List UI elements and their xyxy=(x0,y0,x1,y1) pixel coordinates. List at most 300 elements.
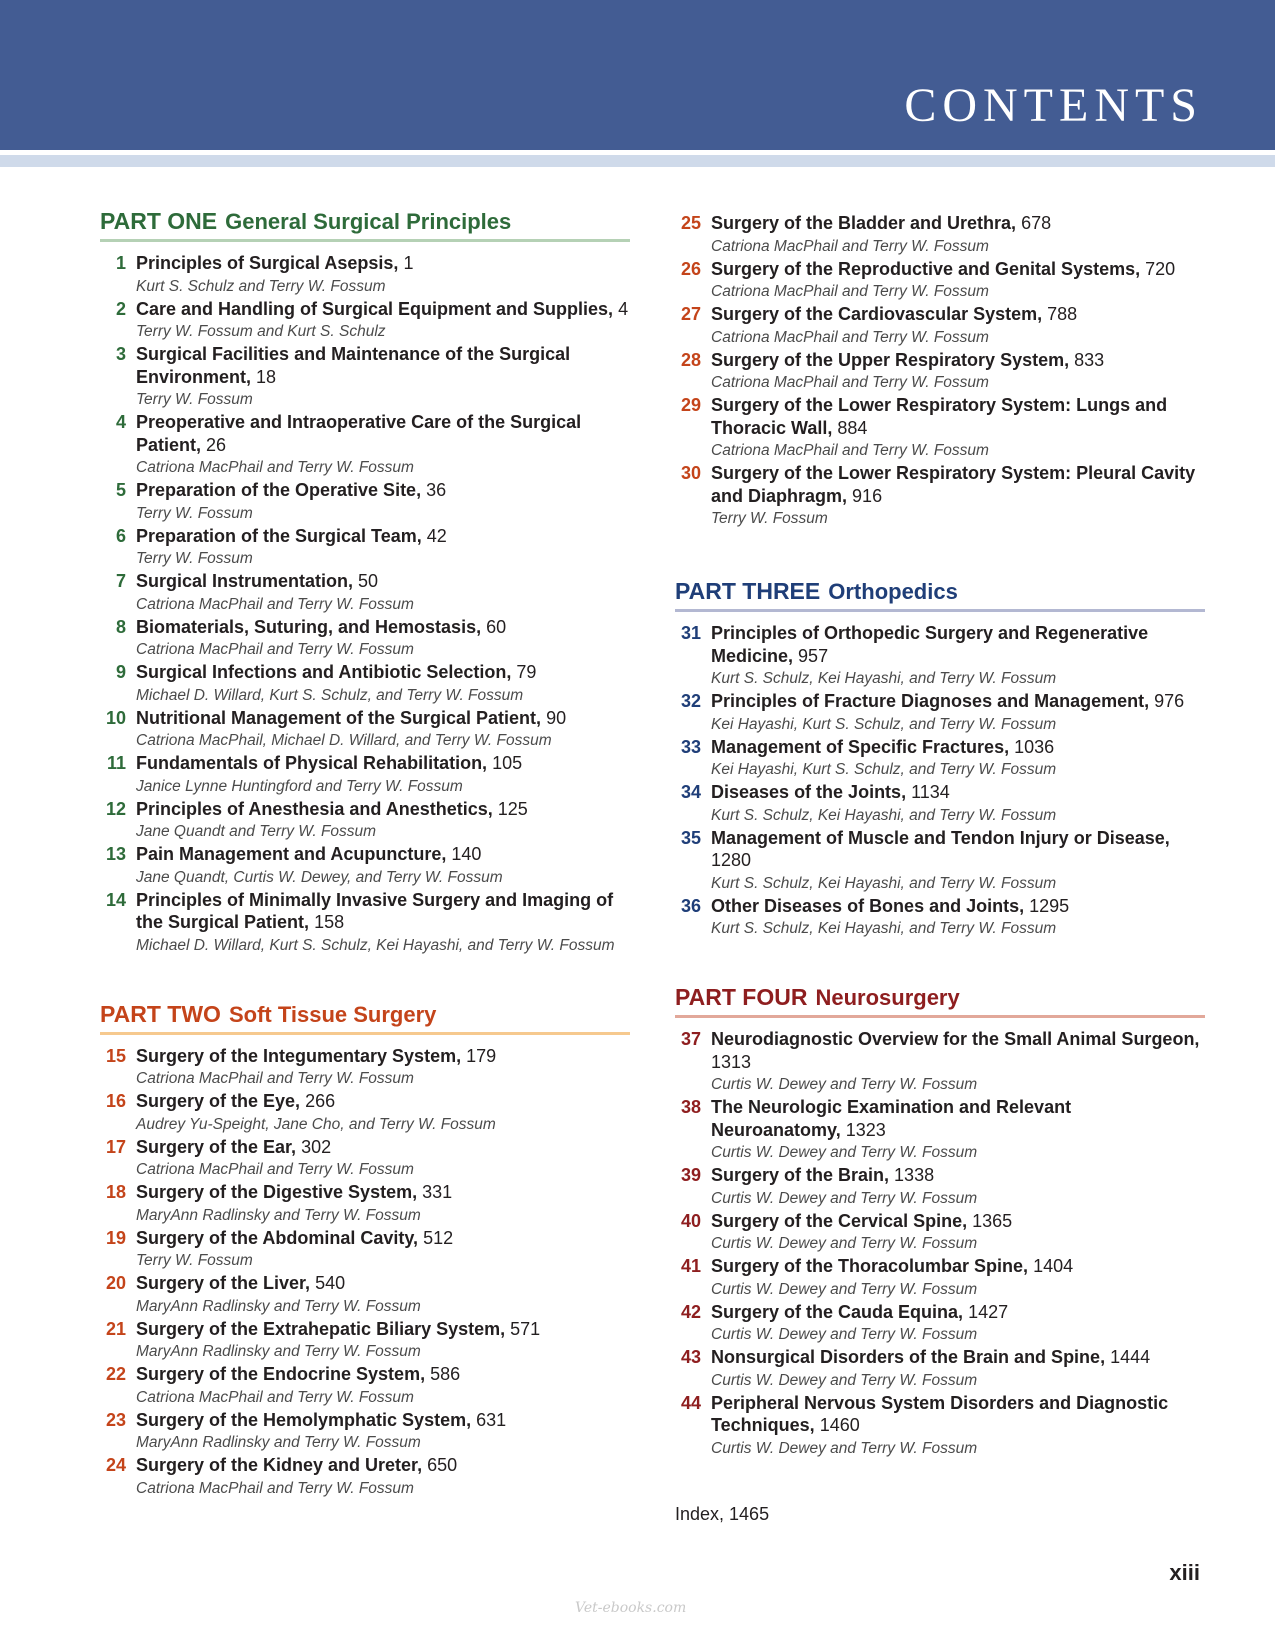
chapter-title-line xyxy=(136,1181,630,1204)
toc-entry[interactable] xyxy=(100,343,630,411)
chapter-title: Peripheral Nervous System Disorders and Diagnostic Techniques, xyxy=(711,1392,1169,1435)
toc-entry[interactable] xyxy=(675,781,1205,827)
chapter-number: 25 xyxy=(680,213,701,233)
chapter-title-line xyxy=(711,1392,1205,1437)
chapter-body xyxy=(126,525,630,571)
chapter-title: Biomaterials, Suturing, and Hemostasis, xyxy=(136,616,482,637)
page-number: xiii xyxy=(1169,1560,1200,1585)
toc-entry[interactable] xyxy=(675,622,1205,690)
chapter-page: 1313 xyxy=(711,1051,752,1072)
chapter-authors: Kei Hayashi, Kurt S. Schulz, and Terry W. Fossum xyxy=(711,761,1057,778)
chapter-authors: Kurt S. Schulz, Kei Hayashi, and Terry W. Fossum xyxy=(711,874,1057,892)
chapter-title-line xyxy=(136,298,630,321)
part-name: Neurosurgery xyxy=(815,985,960,1010)
chapter-title-line xyxy=(136,661,630,684)
chapter-number: 18 xyxy=(105,1182,126,1202)
chapter-page: 650 xyxy=(427,1455,458,1475)
chapter-number: 22 xyxy=(105,1364,126,1384)
chapter-body xyxy=(701,212,1205,258)
toc-entry[interactable] xyxy=(100,1272,630,1318)
chapter-authors: Catriona MacPhail and Terry W. Fossum xyxy=(711,374,989,391)
chapter-page: 26 xyxy=(206,434,227,455)
chapter-title-line xyxy=(136,570,630,593)
toc-entry[interactable] xyxy=(100,1136,630,1182)
chapter-number: 28 xyxy=(680,349,701,370)
chapter-page: 42 xyxy=(426,525,447,546)
chapter-body xyxy=(701,1210,1205,1256)
chapter-title-line xyxy=(711,462,1205,507)
chapter-page: 179 xyxy=(466,1045,497,1066)
chapter-number: 26 xyxy=(680,258,701,279)
chapter-number: 3 xyxy=(115,344,126,364)
chapter-title: Surgery of the Kidney and Ureter, xyxy=(136,1455,423,1475)
chapter-page: 571 xyxy=(510,1318,541,1339)
chapter-number: 30 xyxy=(680,463,701,483)
chapter-authors: Curtis W. Dewey and Terry W. Fossum xyxy=(711,1326,978,1343)
chapter-body xyxy=(701,1301,1205,1347)
chapter-title-line xyxy=(711,349,1205,372)
chapter-authors: Michael D. Willard, Kurt S. Schulz, and Terry W. Fossum xyxy=(136,686,524,704)
toc-entry[interactable] xyxy=(675,303,1205,349)
chapter-title-line xyxy=(711,1210,1205,1233)
chapter-number: 29 xyxy=(680,395,701,415)
chapter-title-line xyxy=(711,303,1205,326)
chapter-title-line xyxy=(136,707,630,730)
chapter-title-line xyxy=(136,1454,630,1477)
chapter-number: 8 xyxy=(115,616,126,637)
toc-entry[interactable] xyxy=(675,1096,1205,1164)
toc-entry[interactable] xyxy=(675,1028,1205,1096)
toc-entry[interactable] xyxy=(675,1164,1205,1210)
chapter-title: Principles of Fracture Diagnoses and Management, xyxy=(711,691,1150,711)
chapter-title-line xyxy=(711,781,1205,804)
part-label: PART THREE xyxy=(675,578,821,604)
chapter-authors: Catriona MacPhail and Terry W. Fossum xyxy=(136,641,414,658)
chapter-number: 33 xyxy=(680,736,701,757)
chapter-authors: Terry W. Fossum xyxy=(136,1252,253,1269)
toc-entry[interactable] xyxy=(100,1409,630,1455)
chapter-title-line xyxy=(711,1028,1205,1073)
chapter-authors: Curtis W. Dewey and Terry W. Fossum xyxy=(711,1371,978,1389)
toc-entry[interactable] xyxy=(100,798,630,844)
chapter-body xyxy=(126,889,630,957)
chapter-title: Principles of Anesthesia and Anesthetics, xyxy=(136,798,493,819)
chapter-body xyxy=(126,252,630,298)
chapter-page: 540 xyxy=(315,1273,346,1293)
toc-entry[interactable] xyxy=(100,1318,630,1364)
chapter-title-line xyxy=(711,258,1205,281)
toc-entry[interactable] xyxy=(100,479,630,525)
chapter-authors: Michael D. Willard, Kurt S. Schulz, Kei Hayashi, and Terry W. Fossum xyxy=(136,936,615,954)
chapter-title-line xyxy=(136,889,630,934)
chapter-title: Management of Specific Fractures, xyxy=(711,736,1010,757)
chapter-body xyxy=(126,661,630,707)
chapter-body xyxy=(126,1454,630,1500)
toc-entry[interactable] xyxy=(100,1045,630,1091)
toc-entry[interactable] xyxy=(100,252,630,298)
chapter-number: 24 xyxy=(105,1455,126,1475)
chapter-authors: Kei Hayashi, Kurt S. Schulz, and Terry W. Fossum xyxy=(711,715,1057,733)
chapter-body xyxy=(701,394,1205,462)
chapter-number: 34 xyxy=(680,782,701,802)
chapter-title-line xyxy=(711,622,1205,667)
chapter-page: 140 xyxy=(451,844,482,864)
chapter-title: Principles of Minimally Invasive Surgery and Imaging of the Surgical Patient, xyxy=(136,889,614,932)
chapter-number: 10 xyxy=(105,707,126,728)
chapter-title-line xyxy=(136,1090,630,1113)
chapter-title: Surgery of the Endocrine System, xyxy=(136,1364,426,1384)
chapter-authors: Catriona MacPhail and Terry W. Fossum xyxy=(136,595,414,613)
toc-entry[interactable] xyxy=(675,1392,1205,1460)
chapter-title: Surgery of the Reproductive and Genital Systems, xyxy=(711,258,1141,279)
chapter-number: 19 xyxy=(105,1227,126,1248)
toc-entry[interactable] xyxy=(675,212,1205,258)
chapter-title: Surgery of the Cauda Equina, xyxy=(711,1301,964,1322)
chapter-body xyxy=(701,827,1205,895)
chapter-authors: Audrey Yu-Speight, Jane Cho, and Terry W. Fossum xyxy=(136,1115,496,1133)
chapter-body xyxy=(701,258,1205,304)
chapter-page: 331 xyxy=(422,1182,453,1202)
page-title: CONTENTS xyxy=(904,79,1203,132)
chapter-page: 916 xyxy=(852,485,883,506)
chapter-page: 1323 xyxy=(845,1119,886,1140)
chapter-number: 20 xyxy=(105,1273,126,1293)
chapter-page: 60 xyxy=(486,616,507,637)
chapter-number: 42 xyxy=(680,1301,701,1322)
chapter-page: 50 xyxy=(358,571,379,591)
chapter-number: 7 xyxy=(115,571,126,591)
chapter-page: 1 xyxy=(403,253,414,273)
chapter-body xyxy=(701,1392,1205,1460)
chapter-number: 23 xyxy=(105,1409,126,1430)
chapter-number: 1 xyxy=(115,253,126,273)
chapter-authors: MaryAnn Radlinsky and Terry W. Fossum xyxy=(136,1297,421,1315)
toc-entry[interactable] xyxy=(675,1255,1205,1301)
chapter-page: 1338 xyxy=(894,1165,935,1185)
chapter-body xyxy=(126,1045,630,1091)
toc-entry[interactable] xyxy=(100,1454,630,1500)
toc-entry[interactable] xyxy=(100,1363,630,1409)
toc-entry[interactable] xyxy=(675,690,1205,736)
chapter-title: Principles of Orthopedic Surgery and Regenerative Medicine, xyxy=(711,623,1149,666)
chapter-body xyxy=(126,1272,630,1318)
chapter-number: 5 xyxy=(115,480,126,500)
chapter-body xyxy=(701,349,1205,395)
left-column xyxy=(100,208,630,1544)
chapter-title: Other Diseases of Bones and Joints, xyxy=(711,895,1025,916)
chapter-number: 41 xyxy=(680,1256,701,1276)
chapter-body xyxy=(126,752,630,798)
chapter-title-line xyxy=(711,1346,1205,1369)
chapter-number: 12 xyxy=(105,798,126,819)
toc-entry[interactable] xyxy=(675,827,1205,895)
chapter-authors: Terry W. Fossum xyxy=(136,550,253,567)
chapter-authors: Curtis W. Dewey and Terry W. Fossum xyxy=(711,1076,978,1093)
chapter-page: 1134 xyxy=(911,782,950,802)
chapter-title-line xyxy=(711,1096,1205,1141)
chapter-body xyxy=(126,1409,630,1455)
chapter-authors: Catriona MacPhail and Terry W. Fossum xyxy=(711,442,989,459)
chapter-number: 15 xyxy=(105,1045,126,1066)
chapter-body xyxy=(126,798,630,844)
chapter-body xyxy=(701,1164,1205,1210)
chapter-body xyxy=(701,736,1205,782)
chapter-body xyxy=(701,1028,1205,1096)
chapter-title: Pain Management and Acupuncture, xyxy=(136,844,447,864)
chapter-body xyxy=(126,616,630,662)
chapter-title-line xyxy=(136,1363,630,1386)
chapter-authors: Catriona MacPhail and Terry W. Fossum xyxy=(711,283,989,300)
chapter-authors: Janice Lynne Huntingford and Terry W. Fossum xyxy=(136,777,463,795)
chapter-page: 631 xyxy=(476,1409,507,1430)
chapter-title-line xyxy=(711,1255,1205,1278)
chapter-title: Surgical Instrumentation, xyxy=(136,571,354,591)
chapter-body xyxy=(126,843,630,889)
chapter-title-line xyxy=(136,1409,630,1432)
chapter-number: 2 xyxy=(115,298,126,319)
chapter-page: 18 xyxy=(256,366,277,387)
chapter-title: Surgery of the Eye, xyxy=(136,1091,301,1111)
chapter-body xyxy=(126,707,630,753)
toc-entry[interactable] xyxy=(675,349,1205,395)
chapter-page: 788 xyxy=(1047,304,1078,324)
chapter-page: 957 xyxy=(798,645,829,666)
toc-entry[interactable] xyxy=(675,258,1205,304)
chapter-page: 884 xyxy=(837,417,868,438)
chapter-authors: Kurt S. Schulz and Terry W. Fossum xyxy=(136,277,386,295)
chapter-number: 32 xyxy=(680,691,701,711)
chapter-title: Surgery of the Upper Respiratory System, xyxy=(711,349,1070,370)
part-section xyxy=(675,578,1205,940)
toc-entry[interactable] xyxy=(100,752,630,798)
chapter-page: 1460 xyxy=(819,1415,860,1435)
chapter-authors: MaryAnn Radlinsky and Terry W. Fossum xyxy=(136,1206,421,1224)
chapter-title: Surgical Facilities and Maintenance of the Surgical Environment, xyxy=(136,344,571,387)
chapter-body xyxy=(126,343,630,411)
chapter-authors: Catriona MacPhail and Terry W. Fossum xyxy=(711,237,989,255)
chapter-title: Surgery of the Brain, xyxy=(711,1165,890,1185)
chapter-title: Surgery of the Bladder and Urethra, xyxy=(711,213,1017,233)
chapter-authors: Catriona MacPhail and Terry W. Fossum xyxy=(711,328,989,346)
chapter-body xyxy=(701,462,1205,530)
part-heading xyxy=(675,984,1205,1018)
toc-entry[interactable] xyxy=(675,1301,1205,1347)
chapter-page: 512 xyxy=(423,1227,454,1248)
chapter-authors: Jane Quandt and Terry W. Fossum xyxy=(136,823,377,840)
toc-entry[interactable] xyxy=(100,616,630,662)
chapter-title: Fundamentals of Physical Rehabilitation, xyxy=(136,753,488,773)
chapter-title: Surgery of the Integumentary System, xyxy=(136,1045,462,1066)
chapter-number: 38 xyxy=(680,1097,701,1117)
chapter-title: Management of Muscle and Tendon Injury or Disease, xyxy=(711,827,1170,848)
toc-entry[interactable] xyxy=(100,889,630,957)
chapter-body xyxy=(701,303,1205,349)
part-section xyxy=(100,1001,630,1500)
part-name: Orthopedics xyxy=(828,579,958,604)
chapter-title: Preoperative and Intraoperative Care of the Surgical Patient, xyxy=(136,412,582,455)
chapter-body xyxy=(701,1346,1205,1392)
toc-entry[interactable] xyxy=(675,1210,1205,1256)
chapter-page: 79 xyxy=(516,662,537,682)
chapter-title-line xyxy=(136,1227,630,1250)
chapter-page: 4 xyxy=(618,298,629,319)
chapter-body xyxy=(701,690,1205,736)
chapter-page: 1365 xyxy=(972,1210,1013,1231)
chapter-body xyxy=(126,1227,630,1273)
toc-entry[interactable] xyxy=(675,394,1205,462)
chapter-page: 1404 xyxy=(1033,1256,1074,1276)
chapter-title-line xyxy=(711,212,1205,235)
chapter-number: 35 xyxy=(680,827,701,848)
chapter-number: 39 xyxy=(680,1165,701,1185)
part-heading xyxy=(675,578,1205,612)
chapter-title-line xyxy=(136,616,630,639)
chapter-page: 678 xyxy=(1021,213,1052,233)
chapter-title: Surgery of the Liver, xyxy=(136,1273,311,1293)
chapter-title-line xyxy=(136,843,630,866)
toc-entry[interactable] xyxy=(100,411,630,479)
chapter-page: 833 xyxy=(1074,349,1105,370)
chapter-body xyxy=(126,1363,630,1409)
part-section xyxy=(675,212,1205,530)
chapter-number: 16 xyxy=(105,1091,126,1111)
chapter-authors: Terry W. Fossum xyxy=(136,391,253,408)
chapter-authors: Curtis W. Dewey and Terry W. Fossum xyxy=(711,1144,978,1161)
toc-entry[interactable] xyxy=(100,707,630,753)
toc-entry[interactable] xyxy=(100,1181,630,1227)
chapter-page: 90 xyxy=(546,707,567,728)
chapter-title: Preparation of the Operative Site, xyxy=(136,480,422,500)
chapter-body xyxy=(126,479,630,525)
chapter-title-line xyxy=(136,1136,630,1159)
chapter-title: Diseases of the Joints, xyxy=(711,782,907,802)
chapter-authors: Curtis W. Dewey and Terry W. Fossum xyxy=(711,1439,978,1457)
chapter-body xyxy=(701,895,1205,941)
chapter-title: Nutritional Management of the Surgical Patient, xyxy=(136,707,542,728)
toc-entry[interactable] xyxy=(100,298,630,344)
part-section xyxy=(100,208,630,957)
chapter-title: Neurodiagnostic Overview for the Small Animal Surgeon, xyxy=(711,1029,1200,1049)
toc-entry[interactable] xyxy=(675,736,1205,782)
chapter-body xyxy=(126,1181,630,1227)
toc-entry[interactable] xyxy=(675,1346,1205,1392)
toc-entry[interactable] xyxy=(675,462,1205,530)
part-heading xyxy=(100,208,630,242)
chapter-title-line xyxy=(711,1164,1205,1187)
chapter-title-line xyxy=(711,394,1205,439)
chapter-authors: Terry W. Fossum and Kurt S. Schulz xyxy=(136,323,386,340)
chapter-authors: Terry W. Fossum xyxy=(711,510,828,527)
chapter-body xyxy=(126,411,630,479)
chapter-authors: Kurt S. Schulz, Kei Hayashi, and Terry W. Fossum xyxy=(711,670,1057,687)
chapter-number: 4 xyxy=(115,412,126,432)
chapter-body xyxy=(126,570,630,616)
chapter-page: 266 xyxy=(305,1091,336,1111)
chapter-page: 36 xyxy=(426,480,447,500)
chapter-number: 21 xyxy=(105,1318,126,1339)
chapter-title: Preparation of the Surgical Team, xyxy=(136,525,422,546)
chapter-body xyxy=(701,1255,1205,1301)
chapter-number: 6 xyxy=(115,525,126,546)
toc-entry[interactable] xyxy=(675,895,1205,941)
chapter-title: Surgery of the Extrahepatic Biliary System, xyxy=(136,1318,506,1339)
toc-entry[interactable] xyxy=(100,1090,630,1136)
chapter-number: 13 xyxy=(105,844,126,864)
chapter-title: Principles of Surgical Asepsis, xyxy=(136,253,399,273)
chapter-authors: Catriona MacPhail and Terry W. Fossum xyxy=(136,459,414,476)
chapter-page: 158 xyxy=(314,912,345,932)
chapter-number: 27 xyxy=(680,304,701,324)
chapter-body xyxy=(701,1096,1205,1164)
chapter-authors: Curtis W. Dewey and Terry W. Fossum xyxy=(711,1235,978,1252)
chapter-authors: Catriona MacPhail and Terry W. Fossum xyxy=(136,1479,414,1497)
chapter-title: Care and Handling of Surgical Equipment and Supplies, xyxy=(136,298,614,319)
chapter-authors: MaryAnn Radlinsky and Terry W. Fossum xyxy=(136,1434,421,1451)
chapter-authors: MaryAnn Radlinsky and Terry W. Fossum xyxy=(136,1343,421,1360)
toc-entry[interactable] xyxy=(100,843,630,889)
chapter-number: 31 xyxy=(680,623,701,643)
toc-entry[interactable] xyxy=(100,1227,630,1273)
chapter-title-line xyxy=(136,798,630,821)
chapter-authors: Jane Quandt, Curtis W. Dewey, and Terry W. Fossum xyxy=(136,868,503,886)
chapter-number: 44 xyxy=(680,1392,701,1413)
chapter-title-line xyxy=(711,1301,1205,1324)
chapter-page: 302 xyxy=(301,1136,332,1157)
chapter-title-line xyxy=(136,525,630,548)
toc-entry[interactable] xyxy=(100,525,630,571)
chapter-title: Surgery of the Ear, xyxy=(136,1136,297,1157)
chapter-title: Surgery of the Cervical Spine, xyxy=(711,1210,968,1231)
chapter-number: 37 xyxy=(680,1029,701,1049)
chapter-authors: Catriona MacPhail and Terry W. Fossum xyxy=(136,1161,414,1178)
part-heading xyxy=(100,1001,630,1035)
part-name: General Surgical Principles xyxy=(225,209,512,234)
chapter-number: 14 xyxy=(105,889,126,910)
chapter-authors: Curtis W. Dewey and Terry W. Fossum xyxy=(711,1189,978,1207)
chapter-authors: Kurt S. Schulz, Kei Hayashi, and Terry W. Fossum xyxy=(711,806,1057,824)
chapter-number: 11 xyxy=(106,753,126,773)
chapter-title-line xyxy=(711,827,1205,872)
chapter-authors: Terry W. Fossum xyxy=(136,504,253,522)
chapter-body xyxy=(126,1090,630,1136)
chapter-title-line xyxy=(136,479,630,502)
chapter-title-line xyxy=(711,690,1205,713)
chapter-page: 1427 xyxy=(968,1301,1009,1322)
part-label: PART ONE xyxy=(100,208,218,234)
chapter-authors: Catriona MacPhail and Terry W. Fossum xyxy=(136,1388,414,1406)
chapter-number: 40 xyxy=(680,1210,701,1231)
chapter-page: 720 xyxy=(1145,258,1176,279)
chapter-page: 976 xyxy=(1154,691,1185,711)
chapter-body xyxy=(126,1136,630,1182)
chapter-title-line xyxy=(136,1045,630,1068)
chapter-title-line xyxy=(136,343,630,388)
chapter-title-line xyxy=(136,752,630,775)
part-label: PART FOUR xyxy=(675,984,808,1010)
chapter-title: Surgery of the Thoracolumbar Spine, xyxy=(711,1256,1029,1276)
toc-entry[interactable] xyxy=(100,570,630,616)
chapter-title-line xyxy=(136,1318,630,1341)
chapter-title: Surgery of the Lower Respiratory System: Lungs and Thoracic Wall, xyxy=(711,395,1168,438)
chapter-title: Surgical Infections and Antibiotic Selection, xyxy=(136,662,512,682)
part-section xyxy=(675,984,1205,1460)
toc-entry[interactable] xyxy=(100,661,630,707)
right-column xyxy=(675,212,1205,1525)
chapter-title-line xyxy=(136,411,630,456)
chapter-page: 1036 xyxy=(1014,736,1055,757)
index-entry[interactable]: Index, 1465 xyxy=(675,1503,770,1524)
chapter-title-line xyxy=(136,252,630,275)
